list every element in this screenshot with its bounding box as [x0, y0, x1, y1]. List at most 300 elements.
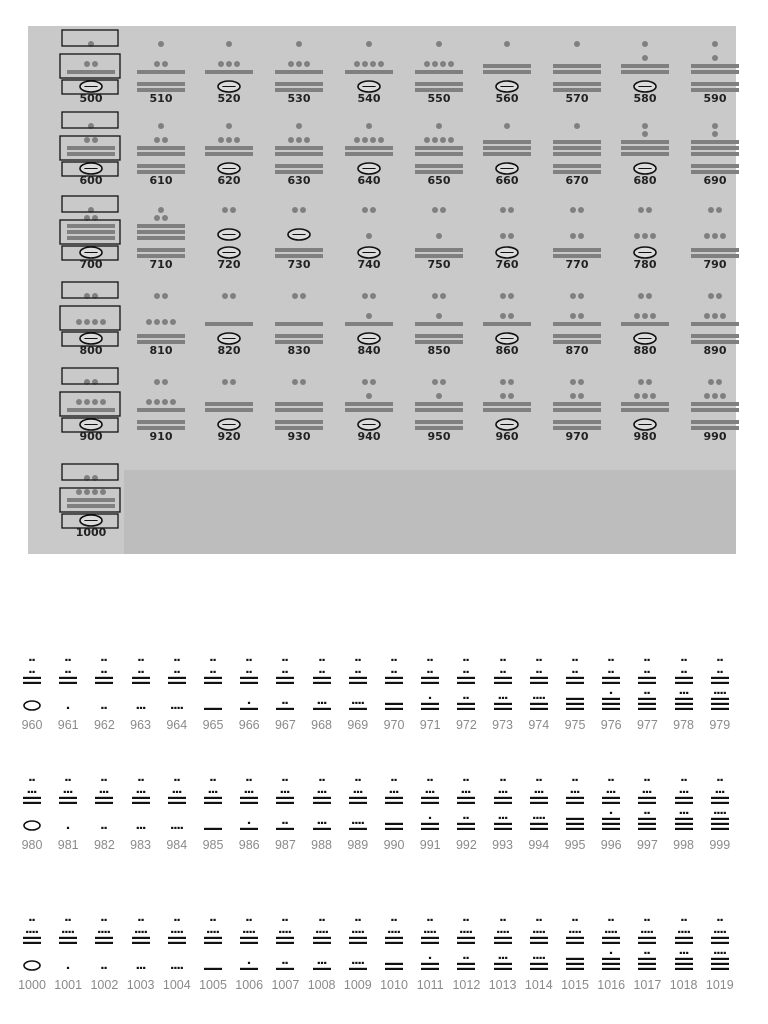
maya-glyph [629, 760, 665, 848]
numeral-cell [126, 194, 196, 278]
maya-glyph [14, 900, 50, 988]
numeral-cell [521, 640, 557, 740]
numeral-label: 660 [495, 174, 519, 187]
numeral-label: 720 [217, 258, 241, 271]
numeral-label: 970 [383, 718, 405, 732]
maya-glyph [412, 900, 448, 988]
maya-glyph [666, 900, 702, 988]
numeral-label: 982 [93, 838, 115, 852]
maya-glyph [86, 900, 122, 988]
numeral-label: 961 [57, 718, 79, 732]
numeral-cell [472, 280, 542, 364]
numeral-cell [472, 28, 542, 112]
numeral-label: 1017 [633, 978, 662, 992]
numeral-cell [412, 640, 448, 740]
numeral-cell [126, 280, 196, 364]
numeral-label: 540 [357, 92, 381, 105]
numeral-cell [521, 900, 557, 1000]
numeral-label: 988 [311, 838, 333, 852]
numeral-label: 1004 [162, 978, 191, 992]
numeral-cell [340, 640, 376, 740]
maya-glyph [264, 110, 334, 176]
numeral-label: 620 [217, 174, 241, 187]
maya-glyph [50, 640, 86, 728]
maya-glyph [412, 760, 448, 848]
maya-glyph [123, 640, 159, 728]
maya-glyph [304, 760, 340, 848]
numeral-label: 740 [357, 258, 381, 271]
numeral-label: 700 [79, 258, 103, 271]
numeral-cell [126, 28, 196, 112]
numeral-label: 820 [217, 344, 241, 357]
numeral-label: 890 [703, 344, 727, 357]
maya-glyph [123, 760, 159, 848]
numeral-cell [376, 640, 412, 740]
maya-glyph [267, 760, 303, 848]
maya-glyph [404, 280, 474, 346]
numeral-cell [194, 280, 264, 364]
maya-glyph [14, 640, 50, 728]
numeral-label: 1006 [235, 978, 264, 992]
numeral-cell [542, 110, 612, 194]
maya-glyph [610, 110, 680, 176]
maya-glyph [231, 760, 267, 848]
maya-glyph [521, 900, 557, 988]
maya-glyph [376, 640, 412, 728]
numeral-cell [264, 280, 334, 364]
maya-glyph [159, 760, 195, 848]
maya-glyph [702, 760, 738, 848]
maya-glyph [680, 366, 750, 432]
numeral-cell [267, 900, 303, 1000]
numeral-cell [86, 640, 122, 740]
numeral-label: 600 [79, 174, 103, 187]
numeral-label: 510 [149, 92, 173, 105]
numeral-label: 850 [427, 344, 451, 357]
numeral-label: 680 [633, 174, 657, 187]
maya-glyph [448, 640, 484, 728]
maya-glyph [472, 366, 542, 432]
maya-glyph [404, 110, 474, 176]
numeral-cell [404, 194, 474, 278]
maya-glyph [56, 462, 126, 528]
numeral-cell [557, 640, 593, 740]
numeral-cell [404, 366, 474, 450]
numeral-label: 996 [600, 838, 622, 852]
numeral-label: 900 [79, 430, 103, 443]
maya-glyph [334, 280, 404, 346]
maya-glyph [610, 28, 680, 94]
numeral-label: 979 [709, 718, 731, 732]
numeral-cell [159, 640, 195, 740]
maya-glyph [304, 640, 340, 728]
numeral-cell [264, 110, 334, 194]
maya-glyph [702, 640, 738, 728]
numeral-label: 986 [238, 838, 260, 852]
maya-glyph [14, 760, 50, 848]
numeral-cell [195, 640, 231, 740]
numeral-label: 998 [673, 838, 695, 852]
numeral-cell [194, 366, 264, 450]
maya-glyph [680, 194, 750, 260]
maya-glyph [334, 194, 404, 260]
numeral-cell [304, 640, 340, 740]
numeral-label: 976 [600, 718, 622, 732]
maya-glyph [472, 280, 542, 346]
numeral-label: 974 [528, 718, 550, 732]
maya-glyph [194, 366, 264, 432]
numeral-cell [50, 900, 86, 1000]
numeral-cell [448, 900, 484, 1000]
numeral-cell [610, 110, 680, 194]
numeral-cell [542, 28, 612, 112]
maya-glyph [680, 280, 750, 346]
numeral-label: 984 [166, 838, 188, 852]
maya-glyph [334, 110, 404, 176]
maya-glyph [542, 280, 612, 346]
maya-glyph [86, 760, 122, 848]
numeral-label: 920 [217, 430, 241, 443]
maya-glyph [194, 280, 264, 346]
numeral-cell [542, 366, 612, 450]
numeral-label: 840 [357, 344, 381, 357]
numeral-cell [126, 366, 196, 450]
maya-glyph [159, 640, 195, 728]
numeral-cell [334, 366, 404, 450]
maya-glyph [542, 28, 612, 94]
numeral-label: 971 [419, 718, 441, 732]
numeral-cell [629, 900, 665, 1000]
maya-glyph [264, 366, 334, 432]
numeral-cell [267, 760, 303, 860]
numeral-cell [50, 760, 86, 860]
numeral-cell [542, 280, 612, 364]
numeral-label: 790 [703, 258, 727, 271]
numeral-cell [610, 366, 680, 450]
numeral-cell [126, 110, 196, 194]
maya-glyph [86, 640, 122, 728]
numeral-label: 999 [709, 838, 731, 852]
numeral-label: 930 [287, 430, 311, 443]
maya-glyph [267, 640, 303, 728]
numeral-label: 870 [565, 344, 589, 357]
maya-glyph [629, 900, 665, 988]
maya-glyph [485, 760, 521, 848]
numeral-label: 580 [633, 92, 657, 105]
maya-glyph [448, 900, 484, 988]
maya-glyph [666, 760, 702, 848]
maya-glyph [267, 900, 303, 988]
numeral-cell [334, 194, 404, 278]
numeral-cell [56, 280, 126, 364]
numeral-label: 980 [633, 430, 657, 443]
numeral-cell [629, 640, 665, 740]
numeral-cell [629, 760, 665, 860]
numeral-cell [159, 900, 195, 1000]
maya-glyph [629, 640, 665, 728]
numeral-cell [304, 900, 340, 1000]
numeral-cell [472, 194, 542, 278]
numeral-label: 1002 [90, 978, 119, 992]
numeral-cell [680, 110, 750, 194]
numeral-cell [231, 900, 267, 1000]
numeral-cell [485, 760, 521, 860]
numeral-label: 880 [633, 344, 657, 357]
numeral-label: 500 [79, 92, 103, 105]
numeral-label: 995 [564, 838, 586, 852]
empty-panel-area [124, 470, 736, 554]
numeral-label: 962 [93, 718, 115, 732]
numeral-label: 810 [149, 344, 173, 357]
numeral-cell [404, 110, 474, 194]
numeral-cell [264, 28, 334, 112]
numeral-label: 969 [347, 718, 369, 732]
maya-glyph [680, 28, 750, 94]
numeral-cell [448, 640, 484, 740]
maya-glyph [231, 640, 267, 728]
numeral-cell [610, 194, 680, 278]
numeral-label: 977 [636, 718, 658, 732]
numeral-cell [267, 640, 303, 740]
maya-glyph [340, 760, 376, 848]
numeral-label: 1008 [307, 978, 336, 992]
maya-glyph [412, 640, 448, 728]
maya-glyph [404, 28, 474, 94]
numeral-label: 964 [166, 718, 188, 732]
numeral-label: 520 [217, 92, 241, 105]
numeral-cell [666, 640, 702, 740]
numeral-label: 1007 [271, 978, 300, 992]
maya-glyph [702, 900, 738, 988]
numeral-label: 830 [287, 344, 311, 357]
numeral-cell [264, 194, 334, 278]
numeral-label: 610 [149, 174, 173, 187]
maya-glyph [610, 194, 680, 260]
numeral-label: 960 [495, 430, 519, 443]
maya-glyph [264, 194, 334, 260]
numeral-cell [334, 110, 404, 194]
numeral-cell [334, 280, 404, 364]
numeral-cell [593, 640, 629, 740]
numeral-label: 1018 [669, 978, 698, 992]
numeral-cell [485, 900, 521, 1000]
maya-glyph [56, 110, 126, 176]
numeral-label: 975 [564, 718, 586, 732]
numeral-cell [123, 900, 159, 1000]
maya-glyph [304, 900, 340, 988]
maya-glyph [472, 110, 542, 176]
maya-glyph [472, 194, 542, 260]
maya-glyph [485, 900, 521, 988]
numeral-cell [334, 28, 404, 112]
maya-glyph [472, 28, 542, 94]
maya-glyph [610, 366, 680, 432]
numeral-label: 985 [202, 838, 224, 852]
numeral-cell [159, 760, 195, 860]
maya-glyph [404, 366, 474, 432]
maya-glyph [542, 110, 612, 176]
maya-glyph [542, 194, 612, 260]
numeral-cell [56, 194, 126, 278]
numeral-label: 967 [274, 718, 296, 732]
numeral-cell [702, 900, 738, 1000]
numeral-label: 983 [130, 838, 152, 852]
numeral-cell [680, 280, 750, 364]
maya-glyph [593, 760, 629, 848]
maya-glyph [485, 640, 521, 728]
numeral-cell [231, 760, 267, 860]
maya-glyph [56, 280, 126, 346]
numeral-cell [195, 760, 231, 860]
maya-glyph [56, 194, 126, 260]
maya-glyph [194, 110, 264, 176]
numeral-label: 1012 [452, 978, 481, 992]
numeral-label: 968 [311, 718, 333, 732]
numeral-cell [340, 900, 376, 1000]
maya-glyph [334, 366, 404, 432]
numeral-cell [56, 366, 126, 450]
numeral-label: 550 [427, 92, 451, 105]
maya-glyph [376, 900, 412, 988]
numeral-label: 940 [357, 430, 381, 443]
numeral-label: 991 [419, 838, 441, 852]
numeral-label: 980 [21, 838, 43, 852]
numeral-label: 780 [633, 258, 657, 271]
numeral-cell [14, 640, 50, 740]
numeral-label: 560 [495, 92, 519, 105]
numeral-cell [412, 900, 448, 1000]
numeral-cell [123, 760, 159, 860]
numeral-cell [56, 110, 126, 194]
numeral-cell [123, 640, 159, 740]
numeral-cell [194, 194, 264, 278]
numeral-cell [340, 760, 376, 860]
numeral-label: 530 [287, 92, 311, 105]
numeral-label: 910 [149, 430, 173, 443]
numeral-label: 800 [79, 344, 103, 357]
numeral-label: 1010 [380, 978, 408, 992]
numeral-cell [304, 760, 340, 860]
numeral-cell [194, 28, 264, 112]
numeral-cell [50, 640, 86, 740]
numeral-label: 990 [383, 838, 405, 852]
maya-glyph [340, 900, 376, 988]
numeral-cell [521, 760, 557, 860]
numeral-label: 965 [202, 718, 224, 732]
numeral-cell [86, 900, 122, 1000]
numeral-cell [666, 760, 702, 860]
maya-glyph [195, 640, 231, 728]
numeral-label: 750 [427, 258, 451, 271]
numeral-label: 978 [673, 718, 695, 732]
numeral-cell [557, 760, 593, 860]
numeral-cell [557, 900, 593, 1000]
numeral-cell [376, 760, 412, 860]
maya-glyph [404, 194, 474, 260]
numeral-label: 1013 [488, 978, 517, 992]
maya-glyph [50, 760, 86, 848]
numeral-cell [86, 760, 122, 860]
maya-glyph [448, 760, 484, 848]
maya-glyph [126, 110, 196, 176]
numeral-label: 570 [565, 92, 589, 105]
numeral-cell [376, 900, 412, 1000]
numeral-label: 860 [495, 344, 519, 357]
maya-glyph [126, 194, 196, 260]
numeral-label: 993 [492, 838, 514, 852]
numeral-cell [448, 760, 484, 860]
maya-glyph [56, 28, 126, 94]
numeral-label: 960 [21, 718, 43, 732]
numeral-cell [680, 28, 750, 112]
maya-glyph [195, 900, 231, 988]
numeral-label: 981 [57, 838, 79, 852]
maya-glyph [680, 110, 750, 176]
numeral-label: 770 [565, 258, 589, 271]
maya-glyph [264, 280, 334, 346]
maya-glyph [521, 760, 557, 848]
numeral-cell [404, 280, 474, 364]
numeral-label: 966 [238, 718, 260, 732]
maya-glyph [376, 760, 412, 848]
maya-glyph [194, 194, 264, 260]
numeral-label: 1003 [126, 978, 155, 992]
numeral-cell [472, 366, 542, 450]
numeral-cell [680, 366, 750, 450]
numeral-cell [195, 900, 231, 1000]
maya-glyph [593, 900, 629, 988]
numeral-cell [194, 110, 264, 194]
numeral-cell [666, 900, 702, 1000]
numeral-label: 950 [427, 430, 451, 443]
numeral-cell [702, 760, 738, 860]
maya-glyph [195, 760, 231, 848]
numeral-label: 963 [130, 718, 152, 732]
maya-glyph [557, 640, 593, 728]
numeral-label: 1016 [597, 978, 626, 992]
numeral-label: 760 [495, 258, 519, 271]
maya-glyph [334, 28, 404, 94]
numeral-label: 1014 [524, 978, 553, 992]
numeral-label: 997 [636, 838, 658, 852]
numeral-cell [412, 760, 448, 860]
maya-glyph [123, 900, 159, 988]
numeral-label: 630 [287, 174, 311, 187]
numeral-label: 1005 [199, 978, 227, 992]
numeral-cell [56, 28, 126, 112]
numeral-cell [680, 194, 750, 278]
numeral-cell [610, 280, 680, 364]
numeral-cell [404, 28, 474, 112]
numeral-cell [593, 900, 629, 1000]
numeral-cell [485, 640, 521, 740]
maya-glyph [666, 640, 702, 728]
maya-glyph [126, 28, 196, 94]
numeral-label: 1001 [54, 978, 83, 992]
maya-glyph [231, 900, 267, 988]
numeral-label: 670 [565, 174, 589, 187]
numeral-label: 994 [528, 838, 550, 852]
numeral-cell [702, 640, 738, 740]
numeral-label: 690 [703, 174, 727, 187]
maya-glyph [194, 28, 264, 94]
numeral-label: 1015 [561, 978, 589, 992]
maya-glyph [56, 366, 126, 432]
maya-glyph [557, 900, 593, 988]
numeral-cell [593, 760, 629, 860]
numeral-cell [264, 366, 334, 450]
numeral-label: 970 [565, 430, 589, 443]
